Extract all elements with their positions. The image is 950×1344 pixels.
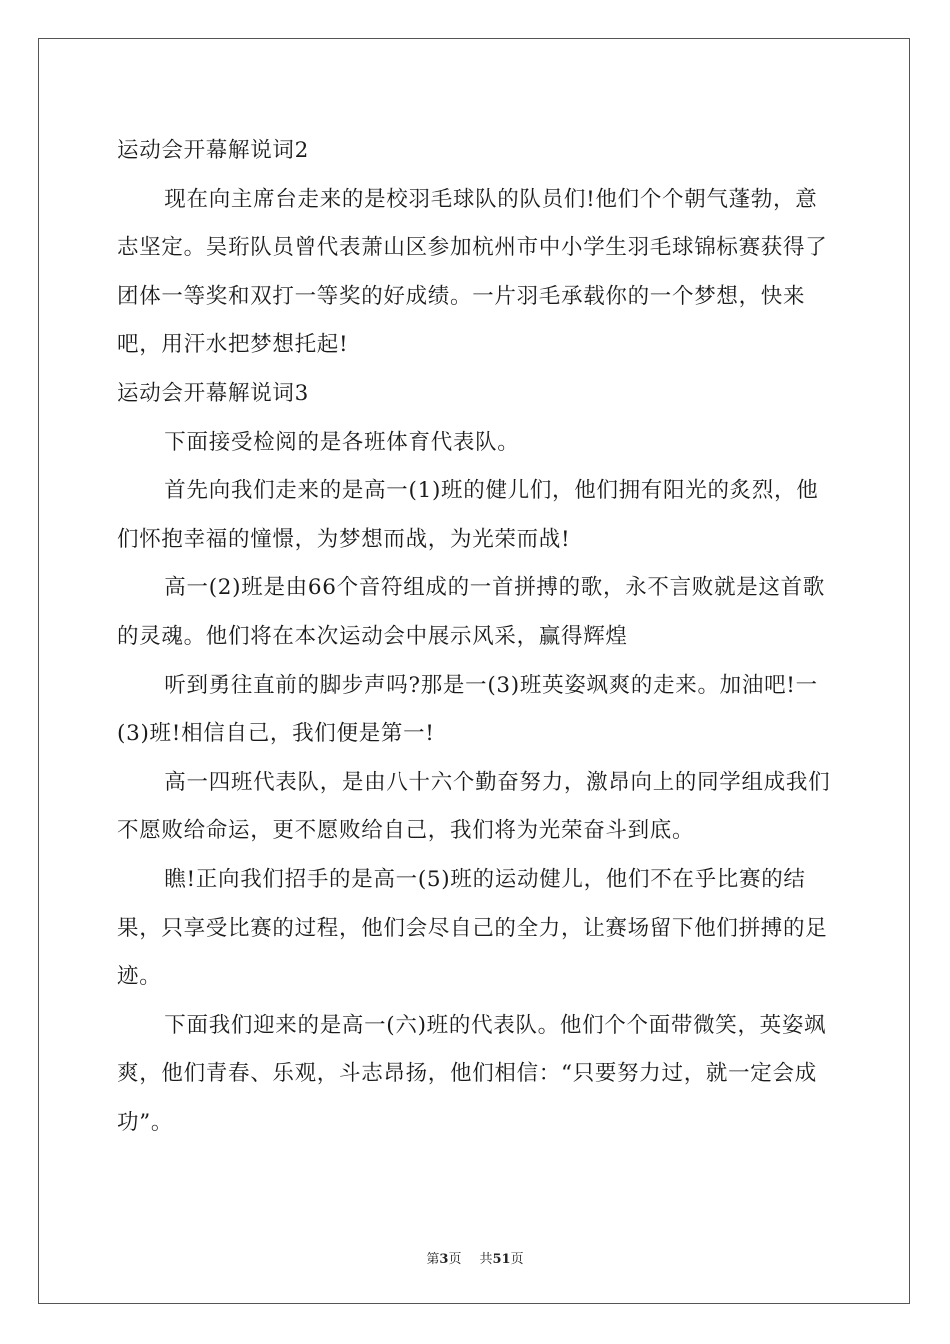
paragraph: 瞧!正向我们招手的是高一(5)班的运动健儿，他们不在乎比赛的结果，只享受比赛的过程，他们会尽自己的全力，让赛场留下他们拼搏的足迹。 xyxy=(117,866,828,990)
page-footer xyxy=(0,1248,950,1267)
paragraph: 高一四班代表队，是由八十六个勤奋努力，激昂向上的同学组成我们不愿败给命运，更不愿败给自己，我们将为光荣奋斗到底。 xyxy=(117,769,831,844)
section-heading: 运动会开幕解说词3 xyxy=(117,380,309,406)
page-prefix: 第 xyxy=(426,1252,440,1267)
paragraph: 首先向我们走来的是高一(1)班的健儿们，他们拥有阳光的炙烈，他们怀抱幸福的憧憬，为梦想而战，为光荣而战! xyxy=(117,478,819,552)
total-pages: 51 xyxy=(492,1252,511,1267)
page-suffix: 页 xyxy=(448,1252,462,1267)
page-number: 3 xyxy=(439,1252,449,1267)
paragraph: 下面接受检阅的是各班体育代表队。 xyxy=(164,429,520,455)
total-prefix: 共 xyxy=(479,1252,493,1267)
paragraph: 听到勇往直前的脚步声吗?那是一(3)班英姿飒爽的走来。加油吧!一(3)班!相信自己，我们便是第一! xyxy=(117,672,818,747)
paragraph: 现在向主席台走来的是校羽毛球队的队员们!他们个个朝气蓬勃，意志坚定。吴珩队员曾代表萧山区参加杭州市中小学生羽毛球锦标赛获得了团体一等奖和双打一等奖的好成绩。一片羽毛承载你的一个梦想，快来吧，用汗水把梦想托起! xyxy=(117,186,828,358)
section-heading: 运动会开幕解说词2 xyxy=(117,138,309,163)
document-body xyxy=(117,127,837,1147)
paragraph: 高一(2)班是由66个音符组成的一首拼搏的歌，永不言败就是这首歌的灵魂。他们将在本次运动会中展示风采，赢得辉煌 xyxy=(117,575,826,649)
total-suffix: 页 xyxy=(510,1252,524,1267)
paragraph: 下面我们迎来的是高一(六)班的代表队。他们个个面带微笑，英姿飒爽，他们青春、乐观，斗志昂扬，他们相信：“只要努力过，就一定会成功”。 xyxy=(117,1012,827,1135)
